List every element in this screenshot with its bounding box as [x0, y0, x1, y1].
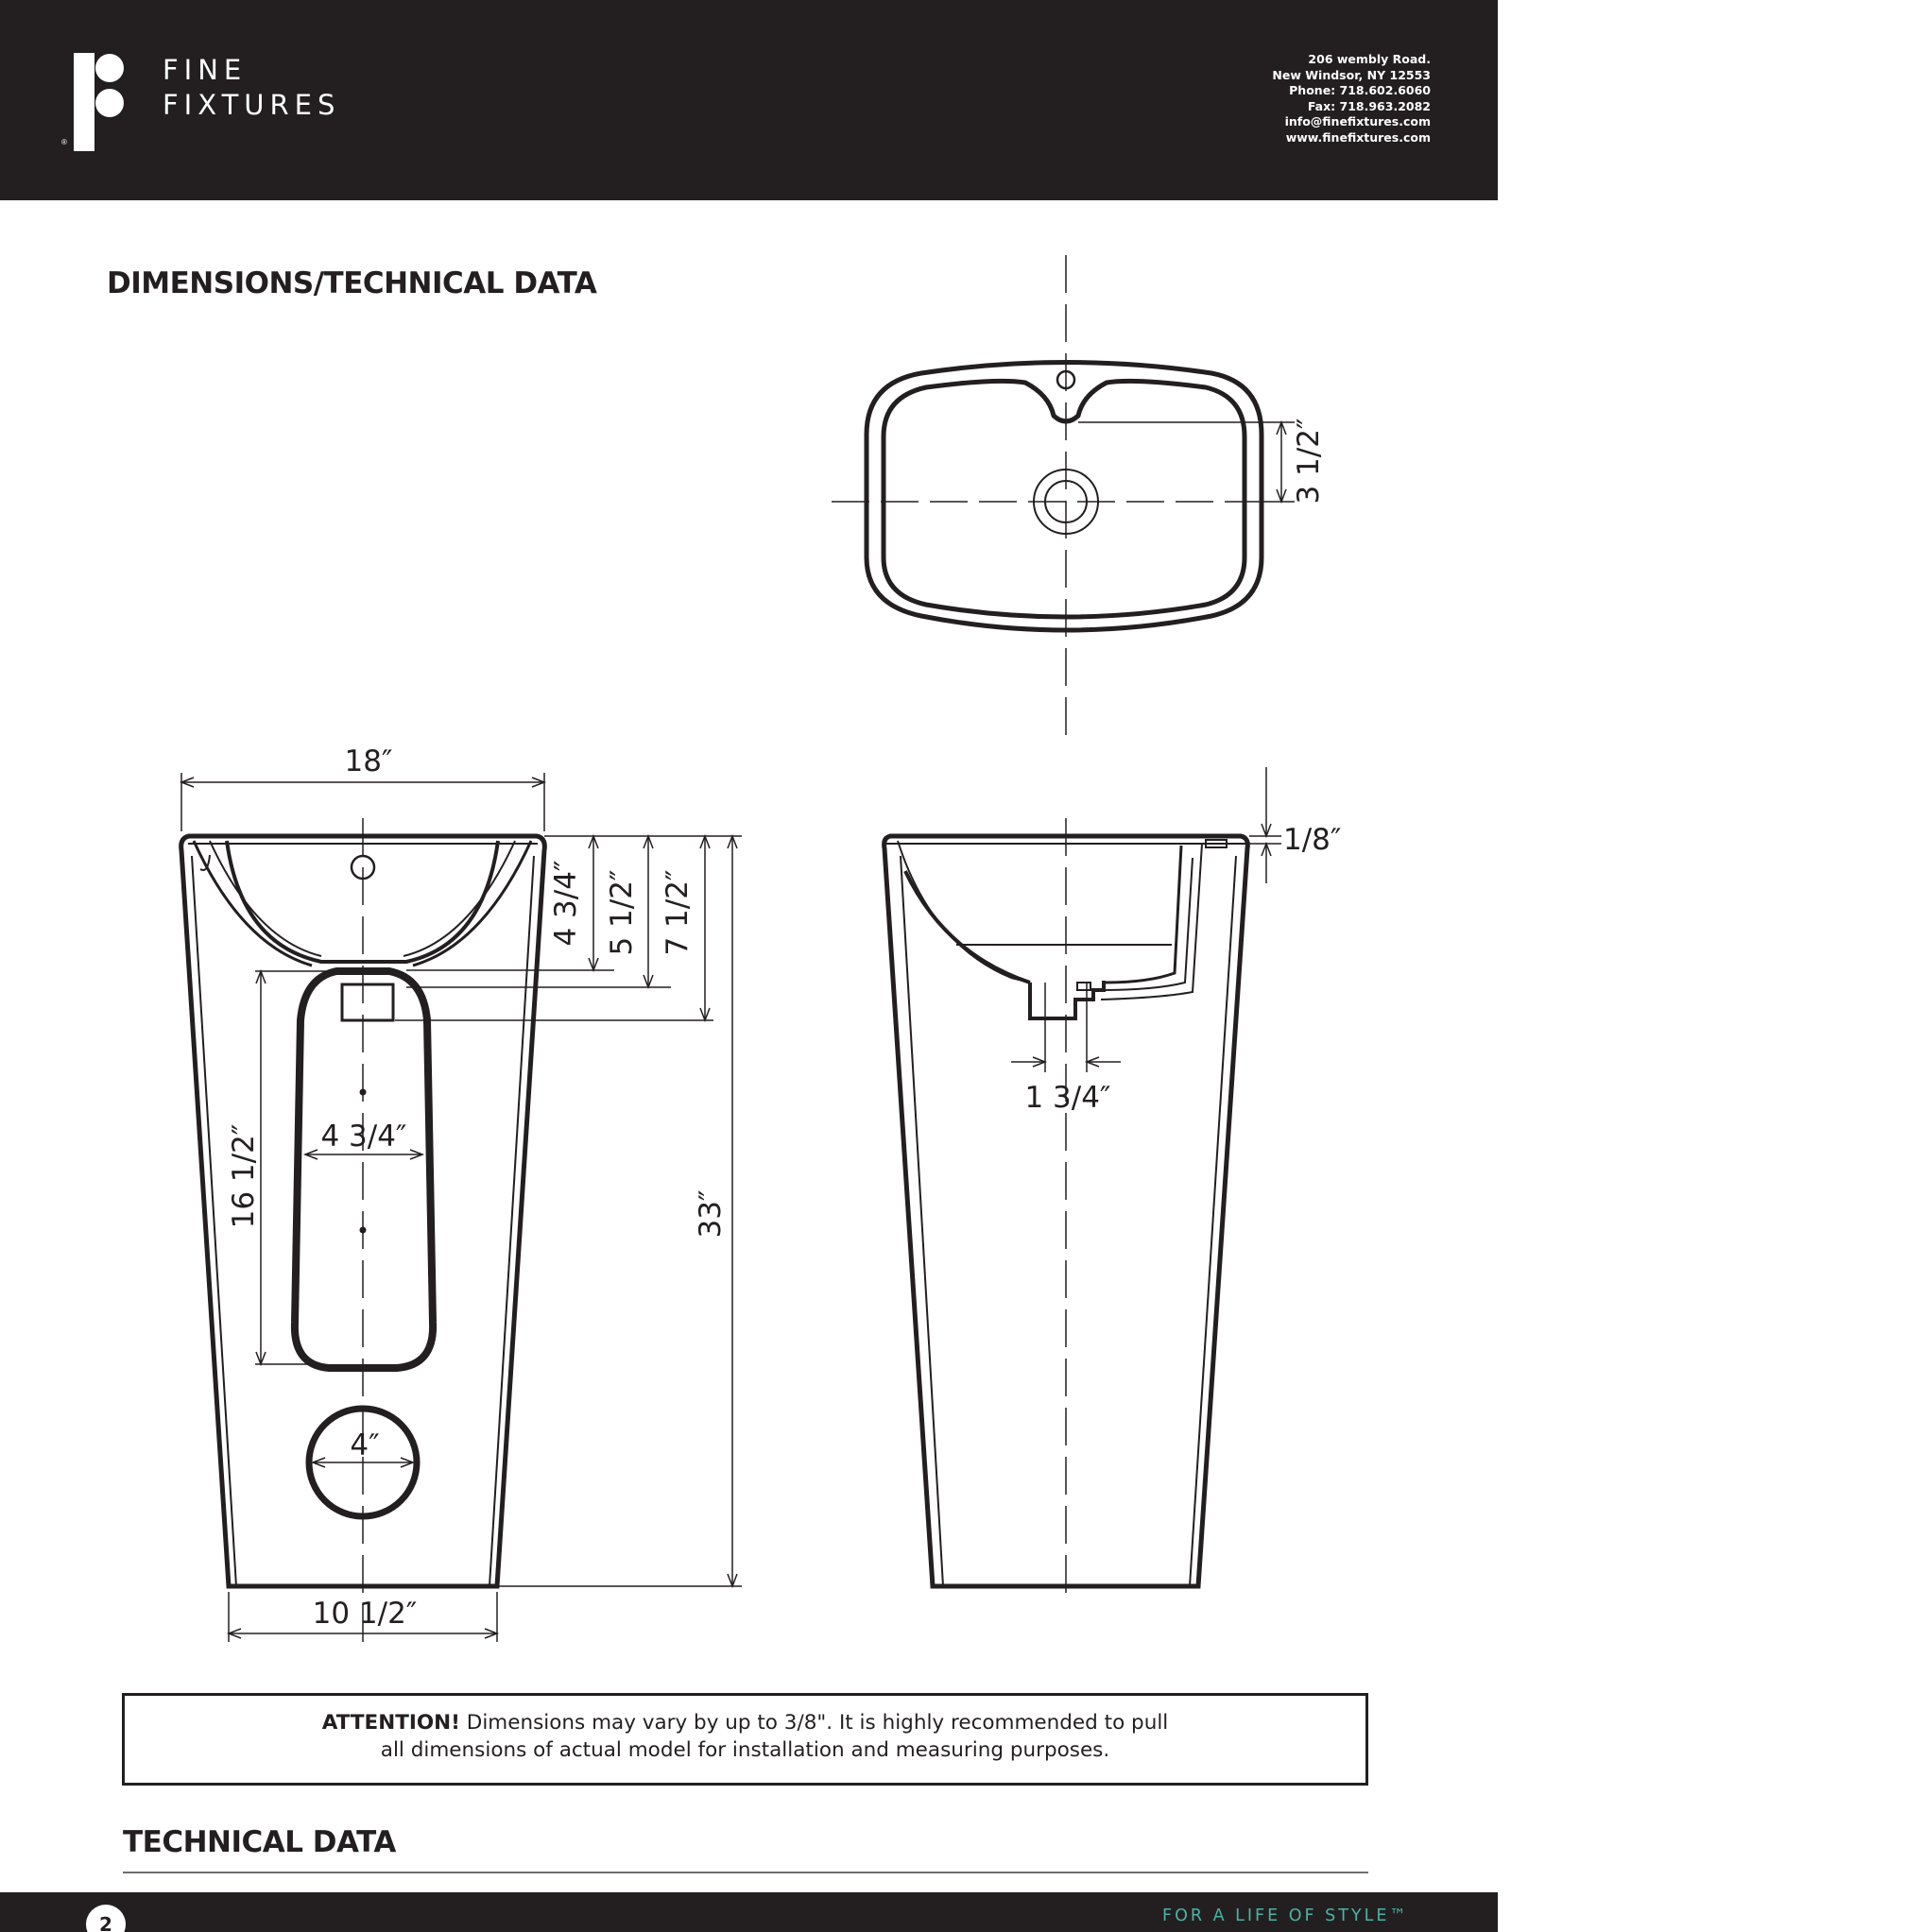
registered-mark: ® [61, 138, 67, 146]
dim-access-width: 4 3/4″ [320, 1120, 407, 1154]
dim-total-height: 33″ [694, 1189, 728, 1239]
dim-width-top: 18″ [344, 744, 393, 778]
contact-email[interactable]: info@finefixtures.com [1284, 114, 1431, 129]
contact-street: 206 wembly Road. [1308, 52, 1431, 66]
dim-rim-thickness: 1/8″ [1283, 823, 1342, 857]
brand-line-2: FIXTURES [163, 89, 341, 121]
dim-top-depth: 3 1/2″ [1292, 418, 1326, 504]
dim-overflow-depth: 5 1/2″ [605, 869, 639, 956]
brand-line-1: FINE [163, 54, 248, 86]
attention-label: ATTENTION! [321, 1711, 460, 1735]
technical-data-title: TECHNICAL DATA [123, 1825, 396, 1859]
page-number: 2 [86, 1905, 126, 1932]
contact-phone: Phone: 718.602.6060 [1289, 83, 1431, 98]
contact-fax: Fax: 718.963.2082 [1307, 98, 1431, 113]
attention-line-2: all dimensions of actual model for installation and measuring purposes. [380, 1738, 1110, 1762]
dim-drain-depth: 7 1/2″ [661, 869, 695, 956]
dim-drain-offset: 1 3/4″ [1024, 1081, 1111, 1115]
contact-city: New Windsor, NY 12553 [1272, 67, 1431, 82]
top-view-drawing [832, 255, 1295, 746]
attention-text-1: Dimensions may vary by up to 3/8". It is highly recommended to pull [459, 1711, 1169, 1735]
dim-outlet-diameter: 4″ [350, 1428, 380, 1462]
front-view-drawing [181, 773, 742, 1644]
section-title: DIMENSIONS/TECHNICAL DATA [107, 266, 597, 300]
dim-width-base: 10 1/2″ [312, 1597, 418, 1631]
attention-notice [122, 1693, 1368, 1786]
footer-tagline: FOR A LIFE OF STYLE™ [1162, 1906, 1409, 1925]
section-divider [123, 1872, 1368, 1873]
contact-website[interactable]: www.finefixtures.com [1285, 129, 1431, 145]
attention-line-1 [125, 1709, 1365, 1736]
dim-basin-depth: 4 3/4″ [549, 860, 583, 947]
side-view-drawing [884, 767, 1281, 1597]
dim-access-height: 16 1/2″ [227, 1123, 261, 1229]
